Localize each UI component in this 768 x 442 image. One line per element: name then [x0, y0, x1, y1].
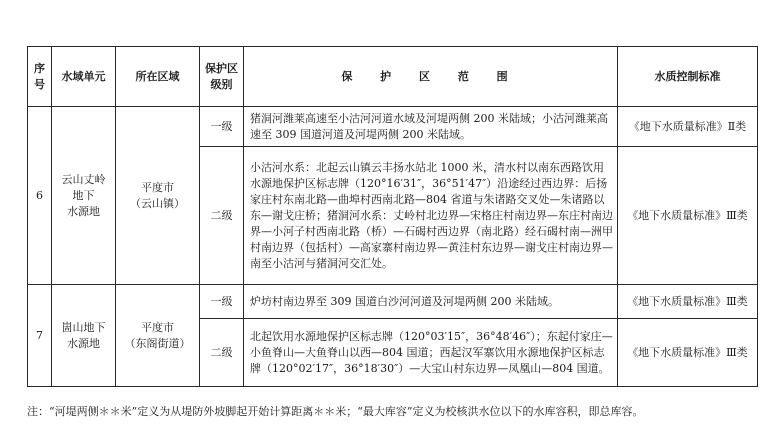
cell-range: 炉坊村南边界至 309 国道白沙河河道及河堤两侧 200 米陆域。: [244, 285, 618, 319]
cell-range: 北起饮用水源地保护区标志牌（120°03′15″，36°48′46″）；东起付家庄—小鱼脊山—大鱼脊山以西—804 国道；西起汉军寨饮用水源地保护区标志牌（120°02′17″，36°18′30″）—大宝山村东边界—凤凰山—804 国道。: [244, 319, 618, 387]
header-region: 所在区域: [116, 47, 200, 107]
cell-region: 平度市 （东阁街道）: [116, 285, 200, 387]
header-range: 保 护 区 范 围: [244, 47, 618, 107]
cell-unit: 崮山地下 水源地: [52, 285, 116, 387]
table-header-row: [28, 47, 758, 107]
header-unit: 水域单元: [52, 47, 116, 107]
table-row: [28, 285, 758, 319]
cell-range: 小沽河水系：北起云山镇云丰扬水站北 1000 米，清水村以南东西路饮用水源地保护区标志牌（120°16′31″，36°51′47″）沿途经过西边界：后扬家庄村东南北路—曲埠村西南北路—804 省道与朱诸路交叉处—朱诸路以东—谢戈庄桥；猪洞河水系：丈岭村北边界—宋格庄村南边界—东庄村南边界—小河子村西南北路（桥）—石碣村西边界（南北路）经石碣村南—洲甲村南边界（包括村）—高家寨村南边界—黄洼村东边界—谢戈庄村南边界—南至小沽河与猪洞河交汇处。: [244, 147, 618, 285]
cell-standard: 《地下水质量标准》Ⅱ类: [618, 107, 758, 147]
cell-standard: 《地下水质量标准》Ⅲ类: [618, 147, 758, 285]
header-standard: 水质控制标准: [618, 47, 758, 107]
cell-seq: 7: [28, 285, 52, 387]
header-seq: 序 号: [28, 47, 52, 107]
cell-seq: 6: [28, 107, 52, 285]
cell-region: 平度市 （云山镇）: [116, 107, 200, 285]
table-footnote: 注：“河堤两侧＊＊米”定义为从堤防外坡脚起开始计算距离＊＊米；“最大库容”定义为校核洪水位以下的水库容积，即总库容。: [27, 405, 644, 418]
cell-level: 一级: [200, 285, 244, 319]
cell-range: 猪洞河潍莱高速至小沽河河道水域及河堤两侧 200 米陆域；小沽河潍莱高速至 309 国道河道及河堤两侧 200 米陆域。: [244, 107, 618, 147]
cell-level: 一级: [200, 107, 244, 147]
cell-standard: 《地下水质量标准》Ⅲ类: [618, 285, 758, 319]
cell-standard: 《地下水质量标准》Ⅲ类: [618, 319, 758, 387]
table-row: [28, 107, 758, 147]
protection-zone-table: [27, 46, 758, 387]
cell-unit: 云山丈岭 地下 水源地: [52, 107, 116, 285]
cell-level: 二级: [200, 147, 244, 285]
cell-level: 二级: [200, 319, 244, 387]
header-level: 保护区 级别: [200, 47, 244, 107]
